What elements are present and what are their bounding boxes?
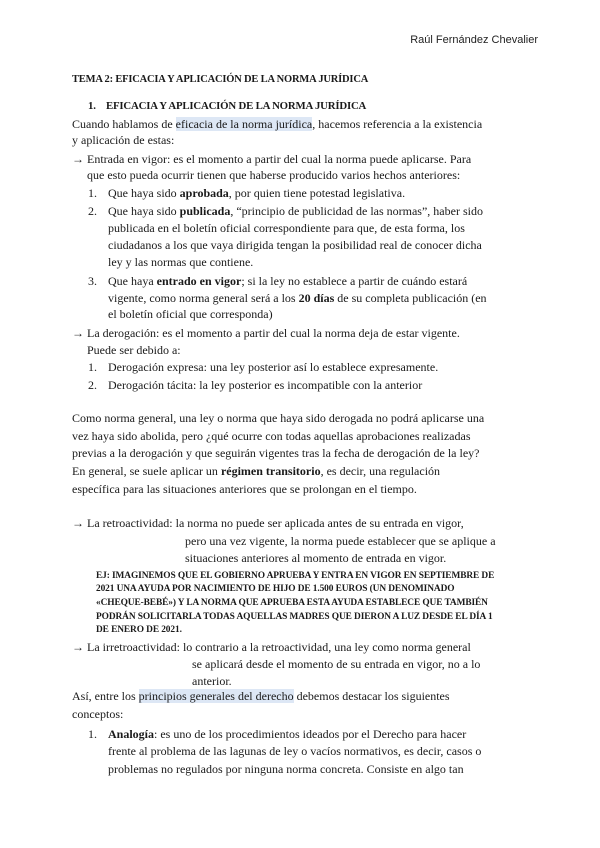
intro-text: Cuando hablamos de (72, 117, 176, 131)
example-line: DE ENERO DE 2021. (96, 625, 182, 635)
intro-line-1 (72, 116, 482, 133)
entrada-line-1: → Entrada en vigor: es el momento a partir del cual la norma puede aplicarse. Para (72, 152, 472, 166)
bold-term: aprobada (179, 186, 229, 200)
bold-term: publicada (179, 204, 231, 218)
example-line: EJ: IMAGINEMOS QUE EL GOBIERNO APRUEBA Y ENTRA EN VIGOR EN SEPTIEMBRE DE (96, 571, 495, 581)
document-title: TEMA 2: EFICACIA Y APLICACIÓN DE LA NORMA JURÍDICA (72, 74, 369, 85)
item-text: ; si la ley no establece a partir de cuándo estará (241, 274, 468, 288)
item-text: Derogación expresa: una ley posterior así lo establece expresamente. (108, 360, 439, 374)
item-text: : es uno de los procedimientos ideados por el Derecho para hacer (154, 727, 467, 741)
paragraph-line: vez haya sido abolida, pero ¿qué ocurre con todas aquellas aprobaciones realizadas (72, 429, 471, 443)
entrada-line-2: que esto pueda ocurrir tienen que haberse producido varios hechos anteriores: (87, 168, 461, 182)
derogacion-line-1: → La derogación: es el momento a partir del cual la norma deja de estar vigente. (72, 326, 460, 340)
item-continuation: publicada en el boletín oficial correspondiente para que, de esta forma, los (108, 221, 465, 235)
paragraph-text: En general, se suele aplicar un (72, 464, 221, 478)
section-number: 1. (88, 100, 96, 112)
paragraph-line: Como norma general, una ley o norma que haya sido derogada no podrá aplicarse una (72, 411, 485, 425)
item-text: Que haya (108, 274, 157, 288)
highlighted-term: principios generales del derecho (138, 689, 294, 703)
bold-term: Analogía (108, 727, 155, 741)
bold-term: entrado en vigor (156, 274, 242, 288)
item-text: Derogación tácita: la ley posterior es incompatible con la anterior (108, 378, 423, 392)
principios-line-1 (72, 688, 450, 705)
list-number: 1. (88, 727, 97, 741)
list-number: 1. (88, 186, 97, 200)
irretro-line-3: anterior. (192, 674, 232, 688)
item-continuation: ciudadanos a los que vaya dirigida tengan la posibilidad real de conocer dicha (108, 238, 482, 252)
item-text: , por quien tiene potestad legislativa. (228, 186, 406, 200)
item-continuation: el boletín oficial que corresponda) (108, 307, 273, 321)
item-text: vigente, como norma general será a los (108, 291, 299, 305)
bold-term: régimen transitorio (220, 464, 321, 478)
paragraph-text: , es decir, una regulación (320, 464, 441, 478)
list-number: 3. (88, 274, 97, 288)
item-continuation (108, 290, 487, 307)
item-text: , “principio de publicidad de las normas”, haber sido (230, 204, 483, 218)
list-number: 1. (88, 360, 97, 374)
item-text: Que haya sido (108, 186, 180, 200)
paragraph-line (72, 463, 440, 480)
paragraph-text: Así, entre los (72, 689, 139, 703)
list-number: 2. (88, 378, 97, 392)
intro-text: , hacemos referencia a la existencia (312, 117, 483, 131)
example-line: 2021 UNA AYUDA POR NACIMIENTO DE HIJO DE 1.500 EUROS (UN DENOMINADO (96, 584, 455, 594)
author-name: Raúl Fernández Chevalier (410, 34, 538, 46)
irretro-line-1: → La irretroactividad: lo contrario a la retroactividad, una ley como norma general (72, 640, 471, 654)
intro-line-2: y aplicación de estas: (72, 133, 175, 147)
highlighted-term: eficacia de la norma jurídica (175, 117, 313, 131)
example-line: «CHEQUE-BEBÉ») Y LA NORMA QUE APRUEBA ESTA AYUDA ESTABLECE QUE TAMBIÉN (96, 598, 488, 608)
retro-line-3: situaciones anteriores al momento de entrada en vigor. (185, 551, 447, 565)
item-continuation: ley y las normas que contiene. (108, 255, 254, 269)
section-heading-text: EFICACIA Y APLICACIÓN DE LA NORMA JURÍDICA (106, 100, 367, 112)
bold-term: 20 días (298, 291, 335, 305)
paragraph-line: previas a la derogación y que seguirán vigentes tras la fecha de derogación de la ley? (72, 446, 480, 460)
derogacion-line-2: Puede ser debido a: (87, 343, 181, 357)
list-number: 2. (88, 204, 97, 218)
item-text: de su completa publicación (en (334, 291, 487, 305)
irretro-line-2: se aplicará desde el momento de su entrada en vigor, no a lo (192, 657, 481, 671)
item-continuation: problemas no regulados por ninguna norma concreta. Consiste en algo tan (108, 762, 464, 776)
retro-line-2: pero una vez vigente, la norma puede establecer que se aplique a (185, 534, 496, 548)
item-text: Que haya sido (108, 204, 180, 218)
example-line: PODRÁN SOLICITARLA TODAS AQUELLAS MADRES QUE DIERON A LUZ DESDE EL DÍA 1 (96, 612, 493, 622)
item-continuation: frente al problema de las lagunas de ley o vacíos normativos, es decir, casos o (108, 744, 482, 758)
section-heading (88, 100, 366, 112)
retro-line-1: → La retroactividad: la norma no puede ser aplicada antes de su entrada en vigor, (72, 516, 464, 530)
principios-line-2: conceptos: (72, 707, 124, 721)
paragraph-line: específica para las situaciones anteriores que se prolongan en el tiempo. (72, 482, 417, 496)
paragraph-text: debemos destacar los siguientes (293, 689, 450, 703)
